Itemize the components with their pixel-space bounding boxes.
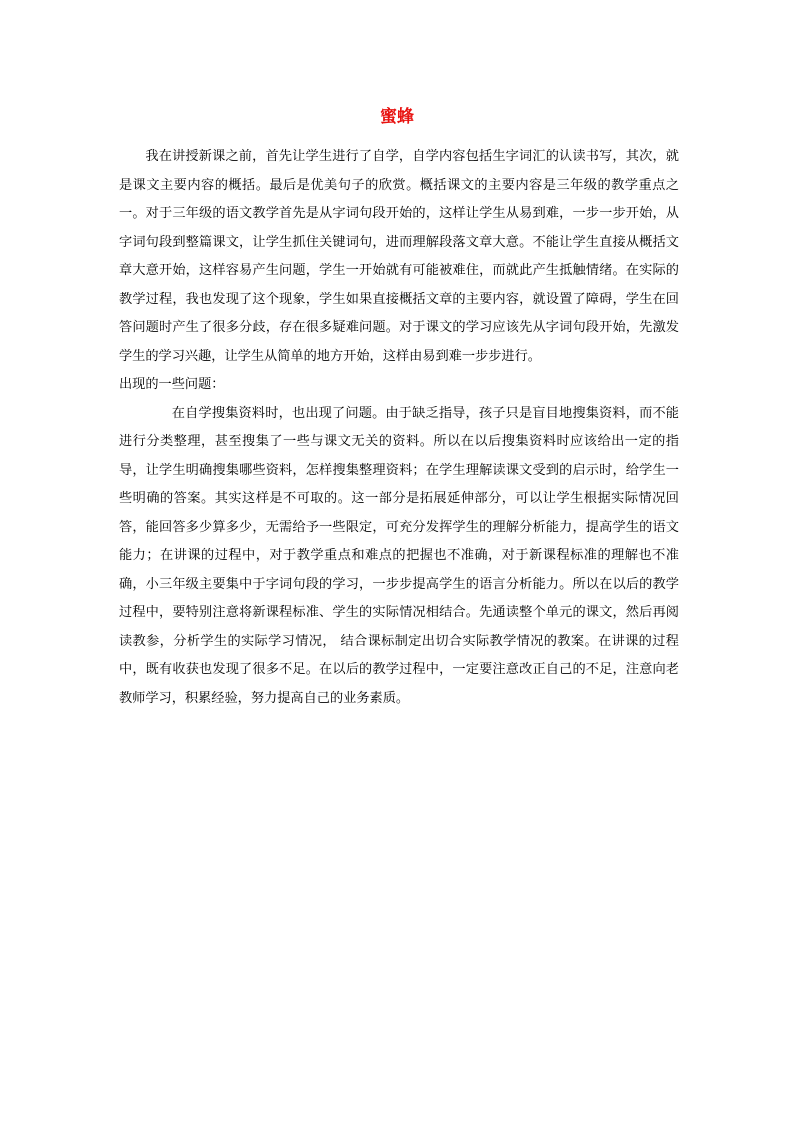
paragraph-problems: 在自学搜集资料时，也出现了问题。由于缺乏指导，孩子只是盲目地搜集资料，而不能进行分类整理，甚至搜集了一些与课文无关的资料。所以在以后搜集资料时应该给出一定的指导，让学生明确搜集哪些资料，怎样搜集整理资料；在学生理解读课文受到的启示时，给学生一些明确的答案。其实这样是不可取的。这一部分是拓展延伸部分，可以让学生根据实际情况回答，能回答多少算多少，无需给予一些限定，可充分发挥学生的理解分析能力，提高学生的语文能力；在讲课的过程中，对于教学重点和难点的把握也不准确，对于新课程标准的理解也不准确，小三年级主要集中于字词句段的学习，一步步提高学生的语言分析能力。所以在以后的教学过程中，要特别注意将新课程标准、学生的实际情况相结合。先通读整个单元的课文，然后再阅读教参，分析学生的实际学习情况， 结合课标制定出切合实际教学情况的教案。在讲课的过程中，既有收获也发现了很多不足。在以后的教学过程中，一定要注意改正自己的不足，注意向老教师学习，积累经验，努力提高自己的业务素质。 (119, 405, 679, 706)
paragraph-intro: 我在讲授新课之前，首先让学生进行了自学，自学内容包括生字词汇的认读书写，其次，就是课文主要内容的概括。最后是优美句子的欣赏。概括课文的主要内容是三年级的教学重点之一。对于三年级的语文教学首先是从字词句段开始的，这样让学生从易到难，一步一步开始，从字词句段到整篇课文，让学生抓住关键词句，进而理解段落文章大意。不能让学生直接从概括文章大意开始，这样容易产生问题，学生一开始就有可能被难住，而就此产生抵触情绪。在实际的教学过程，我也发现了这个现象，学生如果直接概括文章的主要内容，就设置了障碍，学生在回答问题时产生了很多分歧，存在很多疑难问题。对于课文的学习应该先从字词句段开始，先激发学生的学习兴趣，让学生从简单的地方开始，这样由易到难一步步进行。 (119, 149, 679, 364)
document-body (119, 143, 679, 713)
paragraph-problems-heading: 出现的一些问题： (119, 377, 225, 392)
document-title: 蜜蜂 (380, 107, 414, 127)
